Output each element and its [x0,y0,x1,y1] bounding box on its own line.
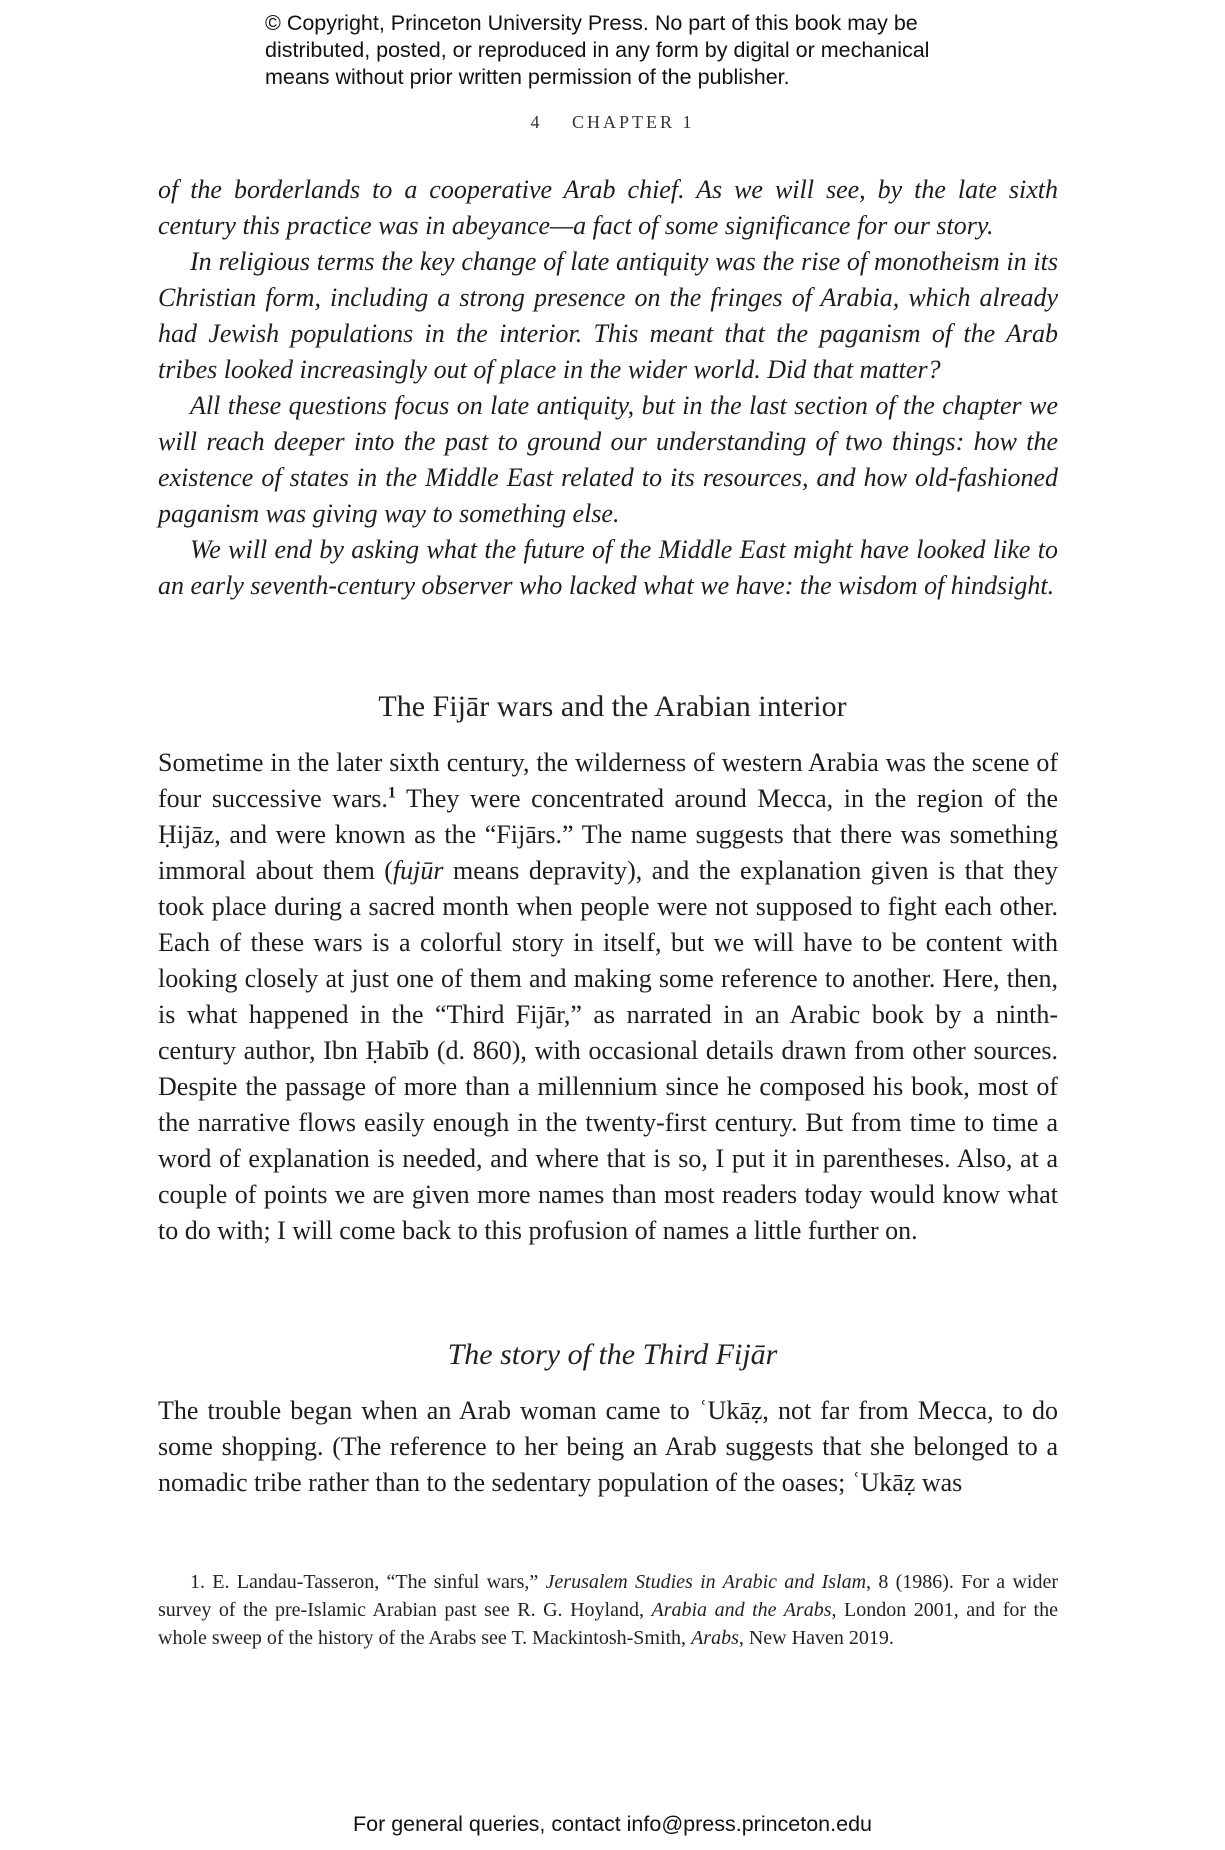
text-run: They were concentrated around Mecca, in the region of the Ḥijāz, and were known as the “Fijārs.” The name suggests that there was something immoral about them ( [158,784,1058,885]
text-run: means depravity), and the explanation given is that they took place during a sacred month when people were not supposed to fight each other. Each of these wars is a colorful story in itself, but we will have to be content with looking closely at just one of them and making some reference to another. Here, then, is what happened in the “Third Fijār,” as narrated in an Arabic book by a ninth-century author, Ibn Ḥabīb (d. 860), with occasional details drawn from other sources. Despite the passage of more than a millennium since he composed his book, most of the narrative flows easily enough in the twenty-first century. But from time to time a word of explanation is needed, and where that is so, I put it in parentheses. Also, at a couple of points we are given more names than most readers today would know what to do with; I will come back to this profusion of names a little further on. [158,856,1058,1245]
intro-paragraph: In religious terms the key change of late antiquity was the rise of monotheism in its Christian form, including a strong presence on the fringes of Arabia, which already had Jewish populations in the interior. This meant that the paganism of the Arab tribes looked increasingly out of place in the wider world. Did that matter? [158,247,1058,384]
title-italic: Jerusalem Studies in Arabic and Islam [545,1571,867,1593]
subsection-heading: The story of the Third Fijār [447,1338,778,1371]
intro-paragraph: We will end by asking what the future of the Middle East might have looked like to an early seventh-century observer who lacked what we have: the wisdom of hindsight. [158,535,1058,600]
text-run: , New Haven 2019. [738,1627,894,1649]
text-run: , London 2001, and for the whole sweep of the history of the Arabs see T. Mackintosh-Smith, [158,1599,1058,1649]
page-number: 4 [530,112,543,132]
subsection-body [158,1393,1058,1501]
term-italic: fujūr [392,856,444,885]
section-heading: The Fijār wars and the Arabian interior [378,690,847,723]
copyright-line: distributed, posted, or reproduced in any form by digital or mechanical [265,38,930,62]
text-run: 1. E. Landau-Tasseron, “The sinful wars,” [190,1571,546,1593]
body-paragraph: The trouble began when an Arab woman came to ʿUkāẓ, not far from Mecca, to do some shopping. (The reference to her being an Arab suggests that she belonged to a nomadic tribe rather than to the sedentary population of the oases; ʿUkāẓ was [158,1396,1058,1497]
footnote-text [158,1568,1058,1652]
title-italic: Arabia and the Arabs [651,1599,832,1621]
copyright-line: © Copyright, Princeton University Press. No part of this book may be [265,11,918,35]
intro-text [158,172,1058,604]
running-head [0,112,1225,133]
chapter-label: CHAPTER 1 [571,112,695,132]
copyright-notice [265,10,1025,91]
contact-line: For general queries, contact info@press.princeton.edu [352,1812,872,1836]
footnote [158,1568,1058,1652]
section-body [158,745,1058,1249]
copyright-line: means without prior written permission of the publisher. [265,65,790,89]
footnote-ref[interactable]: 1 [387,784,396,802]
body-paragraph [158,745,1058,1249]
text-run: Sometime in the later sixth century, the wilderness of western Arabia was the scene of four successive wars. [158,748,1058,813]
title-italic: Arabs [691,1627,739,1649]
intro-paragraph: All these questions focus on late antiquity, but in the last section of the chapter we will reach deeper into the past to ground our understanding of two things: how the existence of states in the Middle East related to its resources, and how old-fashioned paganism was giving way to something else. [158,391,1058,528]
intro-paragraph: of the borderlands to a cooperative Arab chief. As we will see, by the late sixth century this practice was in abeyance—a fact of some significance for our story. [158,175,1058,240]
text-run: , 8 (1986). For a wider survey of the pre-Islamic Arabian past see R. G. Hoyland, [158,1571,1058,1621]
